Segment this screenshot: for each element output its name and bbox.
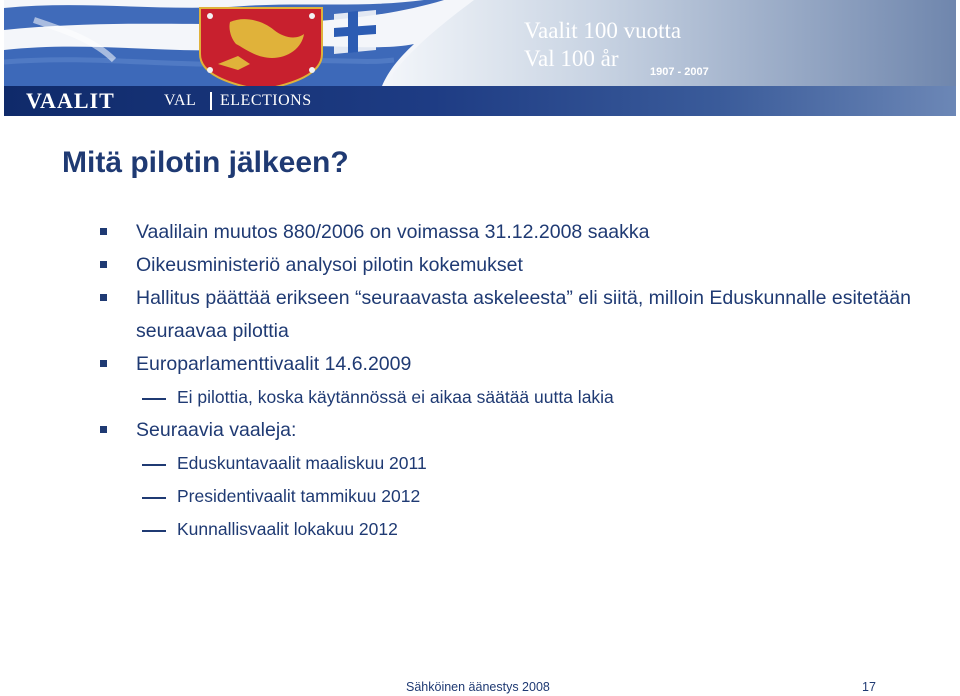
square-bullet-icon — [100, 261, 107, 268]
footer-text: Sähköinen äänestys 2008 — [406, 680, 550, 694]
banner-strip — [4, 86, 956, 116]
bullet-item — [98, 414, 918, 447]
header-banner — [4, 0, 956, 116]
square-bullet-icon — [100, 426, 107, 433]
bullet-text: Hallitus päättää erikseen “seuraavasta askeleesta” eli siitä, milloin Eduskunnalle esitetään seuraavaa pilottia — [136, 287, 912, 342]
brand-val: VAL — [164, 92, 197, 109]
brand-elections: ELECTIONS — [220, 92, 312, 109]
dash-bullet-icon — [142, 398, 166, 400]
square-bullet-icon — [100, 228, 107, 235]
coat-of-arms-icon — [200, 8, 322, 90]
sub-bullet-text: Presidentivaalit tammikuu 2012 — [177, 486, 421, 506]
sub-bullet-text: Kunnallisvaalit lokakuu 2012 — [177, 519, 398, 539]
sub-bullet-item — [98, 513, 918, 546]
dash-bullet-icon — [142, 464, 166, 466]
brand-separator — [210, 92, 212, 110]
bullet-text: Vaalilain muutos 880/2006 on voimassa 31.12.2008 saakka — [136, 221, 650, 243]
dash-bullet-icon — [142, 497, 166, 499]
slide-content — [98, 216, 918, 546]
slide-title: Mitä pilotin jälkeen? — [62, 146, 349, 179]
bullet-item — [98, 348, 918, 381]
sub-bullet-text: Eduskuntavaalit maaliskuu 2011 — [177, 453, 427, 473]
sub-bullet-item — [98, 480, 918, 513]
anniversary-years: 1907 - 2007 — [650, 66, 709, 78]
dash-bullet-icon — [142, 530, 166, 532]
sub-bullet-text: Ei pilottia, koska käytännössä ei aikaa säätää uutta lakia — [177, 387, 614, 407]
page-number: 17 — [862, 680, 876, 694]
bullet-text: Oikeusministeriö analysoi pilotin kokemukset — [136, 254, 523, 276]
bullet-item — [98, 216, 918, 249]
square-bullet-icon — [100, 360, 107, 367]
brand-vaalit: VAALIT — [26, 88, 115, 113]
square-bullet-icon — [100, 294, 107, 301]
bullet-text: Europarlamenttivaalit 14.6.2009 — [136, 353, 412, 375]
bullet-item — [98, 282, 918, 348]
bullet-text: Seuraavia vaaleja: — [136, 419, 297, 441]
anniversary-title-fi: Vaalit 100 vuotta — [524, 18, 682, 43]
sub-bullet-item — [98, 381, 918, 414]
anniversary-title-sv: Val 100 år — [524, 46, 619, 71]
bullet-item — [98, 249, 918, 282]
sub-bullet-item — [98, 447, 918, 480]
